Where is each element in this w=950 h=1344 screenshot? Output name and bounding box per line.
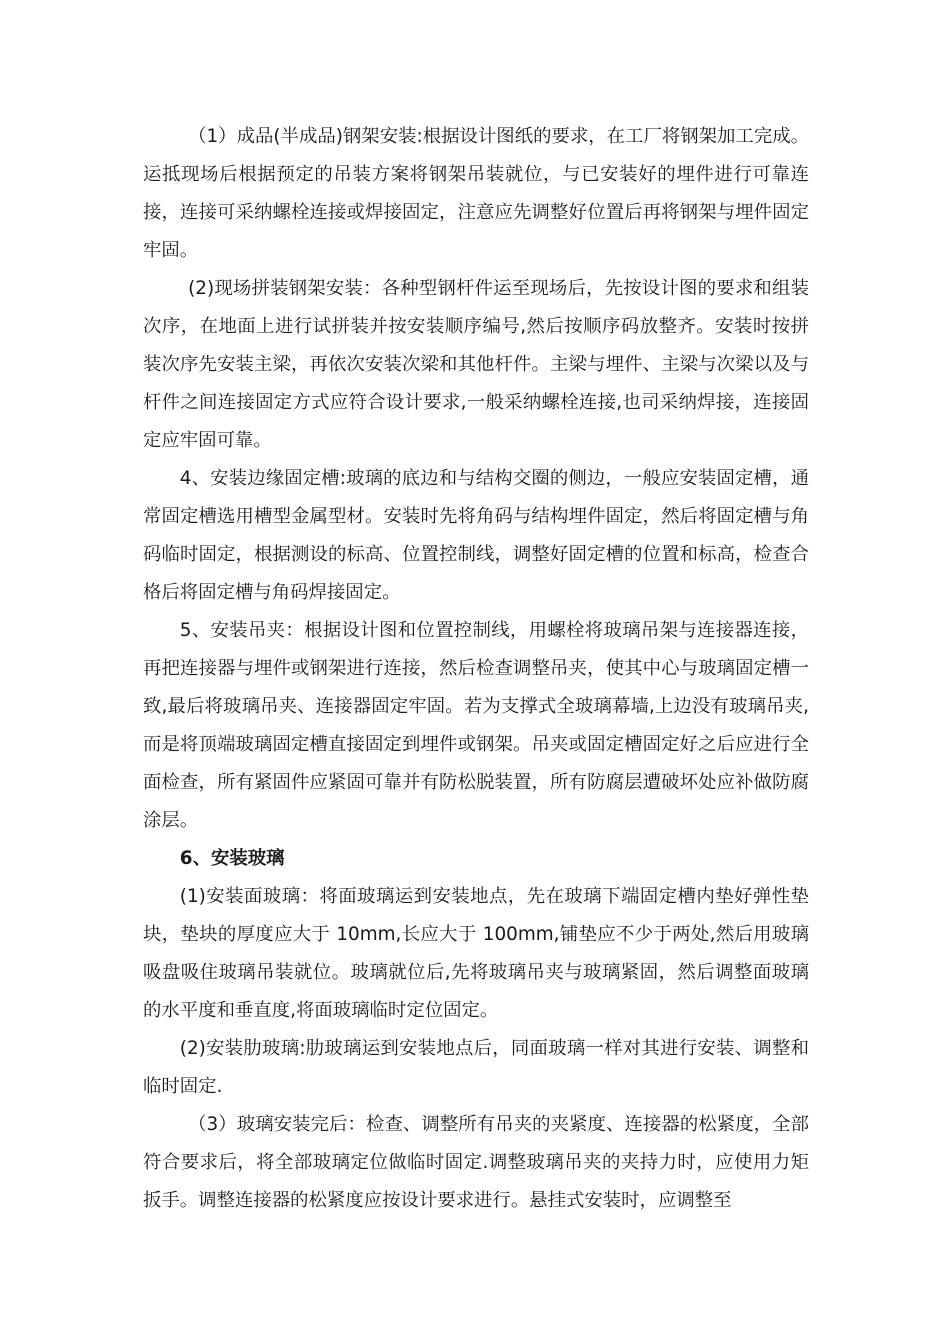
paragraph-face-glass: (1)安装面玻璃：将面玻璃运到安装地点，先在玻璃下端固定槽内垫好弹性垫块，垫块的厚度应大于 10mm,长应大于 100mm,铺垫应不少于两处,然后用玻璃吸盘吸住玻璃吊装就位。玻璃就位后,先将玻璃吊夹与玻璃紧固，然后调整面玻璃的水平度和垂直度,将面玻璃临时定位固定。 bbox=[143, 886, 809, 1021]
paragraph-steel-frame-prefab: （1）成品(半成品)钢架安装:根据设计图纸的要求，在工厂将钢架加工完成。运抵现场后根据预定的吊装方案将钢架吊装就位，与已安装好的埋件进行可靠连接，连接可采纳螺栓连接或焊接固定，注意应先调整好位置后再将钢架与埋件固定牢固。 bbox=[143, 126, 809, 261]
paragraph-steel-frame-onsite: (2)现场拼装钢架安装：各种型钢杆件运至现场后，先按设计图的要求和组装次序，在地面上进行试拼装并按安装顺序编号,然后按顺序码放整齐。安装时按拼装次序先安装主梁，再依次安装次梁和其他杆件。主梁与埋件、主梁与次梁以及与杆件之间连接固定方式应符合设计要求,一般采纳螺栓连接,也司采纳焊接，连接固定应牢固可靠。 bbox=[143, 278, 809, 451]
paragraph-rib-glass: (2)安装肋玻璃:肋玻璃运到安装地点后，同面玻璃一样对其进行安装、调整和临时固定. bbox=[143, 1038, 809, 1097]
paragraph-after-installation: （3）玻璃安装完后：检查、调整所有吊夹的夹紧度、连接器的松紧度，全部符合要求后，将全部玻璃定位做临时固定.调整玻璃吊夹的夹持力时，应使用力矩扳手。调整连接器的松紧度应按设计要求进行。悬挂式安装时，应调整至 bbox=[143, 1114, 809, 1211]
section-heading-install-glass: 6、安装玻璃 bbox=[179, 848, 285, 869]
document-page bbox=[143, 118, 809, 1220]
paragraph-edge-fixing-groove: 4、安装边缘固定槽:玻璃的底边和与结构交圈的侧边，一般应安装固定槽，通常固定槽选用槽型金属型材。安装时先将角码与结构埋件固定，然后将固定槽与角码临时固定，根据测设的标高、位置控制线，调整好固定槽的位置和标高，检查合格后将固定槽与角码焊接固定。 bbox=[143, 468, 809, 603]
paragraph-install-clamps: 5、安装吊夹：根据设计图和位置控制线，用螺栓将玻璃吊架与连接器连接，再把连接器与埋件或钢架进行连接，然后检查调整吊夹，使其中心与玻璃固定槽一致,最后将玻璃吊夹、连接器固定牢固。若为支撑式全玻璃幕墙,上边没有玻璃吊夹,而是将顶端玻璃固定槽直接固定到埋件或钢架。吊夹或固定槽固定好之后应进行全面检查，所有紧固件应紧固可靠并有防松脱装置，所有防腐层遭破坏处应补做防腐涂层。 bbox=[143, 620, 809, 831]
